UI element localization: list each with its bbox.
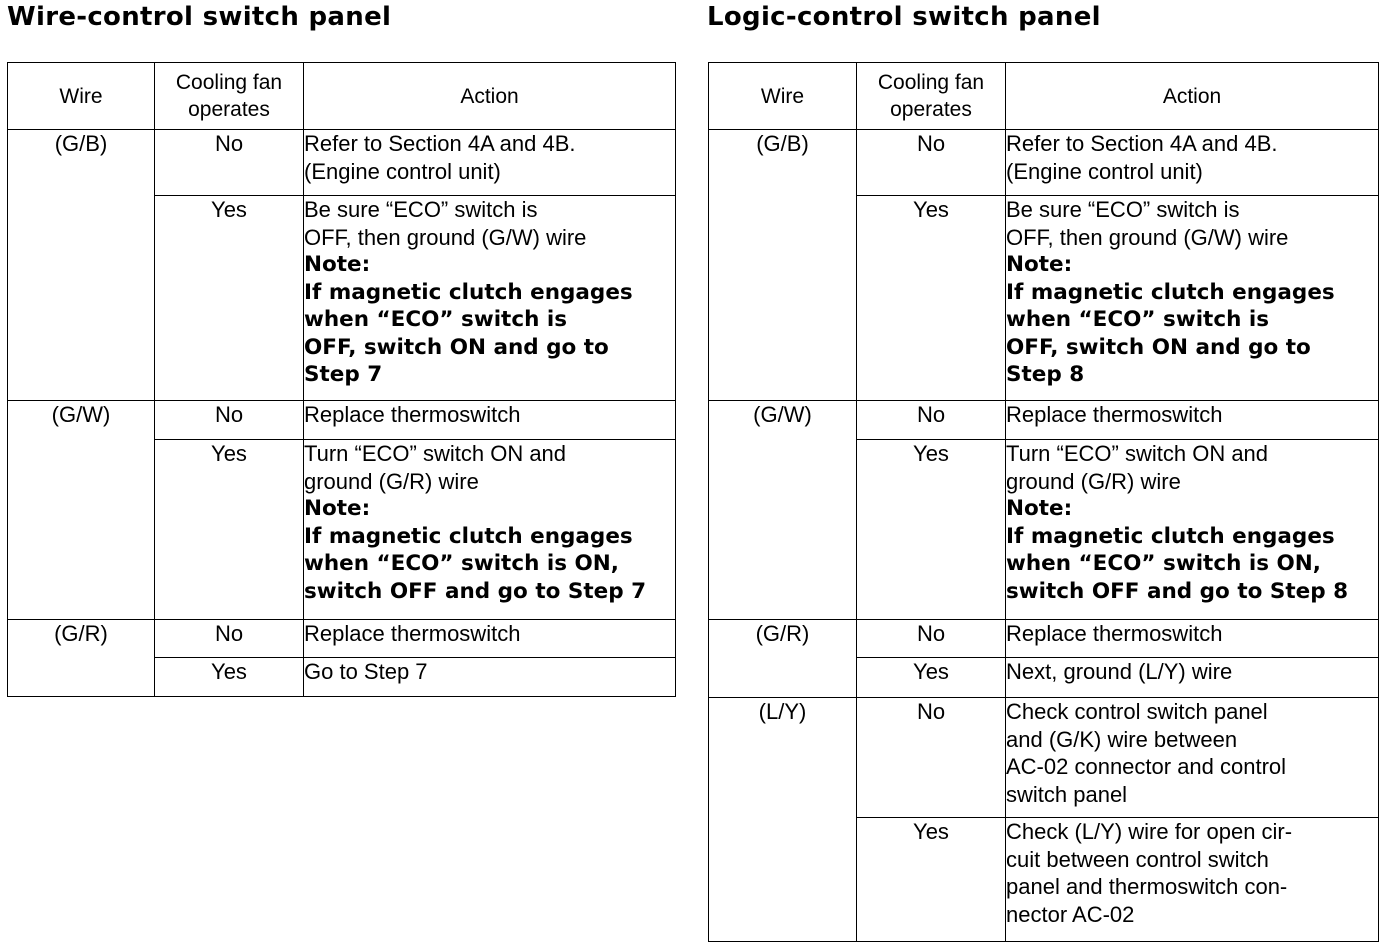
header-action: Action (1006, 63, 1379, 130)
action-cell: Be sure “ECO” switch is OFF, then ground (G/W) wire Note: If magnetic clutch engages when “ECO” switch is OFF, switch ON and go to Step 7 (304, 196, 676, 401)
table-header-row (8, 63, 676, 130)
table-row (8, 401, 676, 440)
wire-control-table (7, 62, 676, 697)
wire-cell: (G/R) (8, 620, 155, 697)
header-cooling-fan: Cooling fan operates (857, 63, 1006, 130)
fan-cell: No (155, 620, 304, 658)
fan-cell: Yes (155, 440, 304, 620)
table-row (709, 130, 1379, 196)
wire-cell: (G/W) (8, 401, 155, 620)
wire-cell: (G/R) (709, 620, 857, 698)
action-cell: Check control switch panel and (G/K) wire between AC-02 connector and control switch panel (1006, 698, 1379, 818)
action-cell: Replace thermoswitch (304, 401, 676, 440)
fan-cell: Yes (155, 196, 304, 401)
wire-cell: (G/B) (709, 130, 857, 401)
action-cell: Turn “ECO” switch ON and ground (G/R) wire Note: If magnetic clutch engages when “ECO” switch is ON, switch OFF and go to Step 8 (1006, 440, 1379, 620)
action-cell: Check (L/Y) wire for open cir- cuit between control switch panel and thermoswitch con- nector AC-02 (1006, 818, 1379, 942)
wire-cell: (L/Y) (709, 698, 857, 942)
table-row (709, 401, 1379, 440)
action-cell: Be sure “ECO” switch is OFF, then ground (G/W) wire Note: If magnetic clutch engages when “ECO” switch is OFF, switch ON and go to Step 8 (1006, 196, 1379, 401)
fan-cell: No (857, 401, 1006, 440)
fan-cell: No (857, 130, 1006, 196)
note-label: Note: (304, 496, 371, 521)
fan-cell: Yes (857, 818, 1006, 942)
fan-cell: Yes (857, 658, 1006, 698)
action-cell: Refer to Section 4A and 4B. (Engine control unit) (304, 130, 676, 196)
fan-cell: Yes (155, 658, 304, 697)
fan-cell: Yes (857, 196, 1006, 401)
note-text: If magnetic clutch engages when “ECO” switch is ON, switch OFF and go to Step 8 (1006, 523, 1349, 604)
logic-control-table (708, 62, 1379, 942)
wire-cell: (G/W) (709, 401, 857, 620)
header-wire: Wire (8, 63, 155, 130)
fan-cell: No (155, 401, 304, 440)
action-cell: Refer to Section 4A and 4B. (Engine control unit) (1006, 130, 1379, 196)
action-cell: Next, ground (L/Y) wire (1006, 658, 1379, 698)
action-cell: Replace thermoswitch (304, 620, 676, 658)
table-row (8, 620, 676, 658)
wire-control-panel-title: Wire-control switch panel (7, 2, 392, 32)
action-cell: Replace thermoswitch (1006, 401, 1379, 440)
note-label: Note: (1006, 496, 1073, 521)
note-text: If magnetic clutch engages when “ECO” switch is ON, switch OFF and go to Step 7 (304, 523, 647, 604)
note-text: If magnetic clutch engages when “ECO” switch is OFF, switch ON and go to Step 8 (1006, 279, 1335, 387)
header-action: Action (304, 63, 676, 130)
fan-cell: No (857, 698, 1006, 818)
note-label: Note: (1006, 252, 1073, 277)
header-cooling-fan: Cooling fan operates (155, 63, 304, 130)
logic-control-panel-title: Logic-control switch panel (707, 2, 1101, 32)
table-row (709, 620, 1379, 658)
table-header-row (709, 63, 1379, 130)
note-text: If magnetic clutch engages when “ECO” switch is OFF, switch ON and go to Step 7 (304, 279, 633, 387)
wire-cell: (G/B) (8, 130, 155, 401)
fan-cell: No (857, 620, 1006, 658)
header-wire: Wire (709, 63, 857, 130)
action-cell: Replace thermoswitch (1006, 620, 1379, 658)
table-row (8, 130, 676, 196)
fan-cell: No (155, 130, 304, 196)
fan-cell: Yes (857, 440, 1006, 620)
action-cell: Go to Step 7 (304, 658, 676, 697)
note-label: Note: (304, 252, 371, 277)
table-row (709, 698, 1379, 818)
action-cell: Turn “ECO” switch ON and ground (G/R) wire Note: If magnetic clutch engages when “ECO” switch is ON, switch OFF and go to Step 7 (304, 440, 676, 620)
